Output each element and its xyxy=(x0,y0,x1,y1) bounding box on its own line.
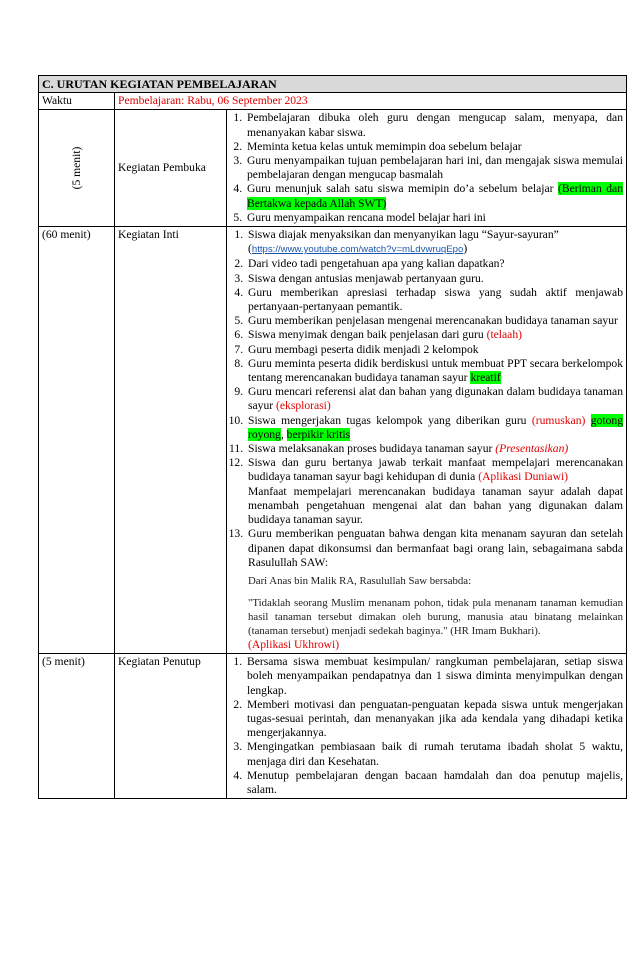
lesson-plan-document xyxy=(38,75,626,799)
inti-step-8 xyxy=(246,357,623,385)
inti-step-10-text: Siswa mengerjakan tugas kelompok yang diberikan guru xyxy=(248,413,532,427)
section-title: C. URUTAN KEGIATAN PEMBELAJARAN xyxy=(39,76,627,93)
pembuka-steps xyxy=(227,110,627,227)
activity-table xyxy=(38,75,627,799)
inti-step-9-text: Guru mencari referensi alat dan bahan yang digunakan dalam budidaya tanaman sayur xyxy=(248,385,623,413)
link-open-paren: ( xyxy=(248,242,252,256)
penutup-step-4: 4. Menutup pembelajaran dengan bacaan hamdalah dan doa penutup majelis, salam. xyxy=(245,769,623,797)
waktu-label: Waktu xyxy=(39,93,115,110)
inti-step-2: 2. Dari video tadi pengetahuan apa yang kalian dapatkan? xyxy=(246,257,623,271)
inti-name: Kegiatan Inti xyxy=(115,227,227,654)
inti-step-5: 5. Guru memberikan penjelasan mengenai merencanakan budidaya tanaman sayur xyxy=(246,314,623,328)
pembuka-row xyxy=(39,110,627,227)
pembuka-step-3: 3. Guru menyampaikan tujuan pembelajaran hari ini, dan mengajak siswa memulai pembelajaran dengan mengucap basmalah xyxy=(245,154,623,182)
inti-step-3: 3. Siswa dengan antusias menjawab pertanyaan guru. xyxy=(246,272,623,286)
pembuka-step-2: 2. Meminta ketua kelas untuk memimpin doa sebelum belajar xyxy=(245,140,623,154)
inti-step-7: 7. Guru membagi peserta didik menjadi 2 kelompok xyxy=(246,343,623,357)
pembuka-time: (5 menit) xyxy=(69,146,83,190)
inti-step-12-text: Siswa dan guru bertanya jawab terkait manfaat mempelajari merencanakan budidaya tanaman sayur bagi kehidupan di dunia xyxy=(248,456,623,484)
inti-step-12-tag: (Aplikasi Duniawi) xyxy=(478,470,569,484)
inti-step-6-text: Siswa menyimak dengan baik penjelasan dari guru xyxy=(248,328,487,342)
lesson-date: Pembelajaran: Rabu, 06 September 2023 xyxy=(115,93,627,110)
pembuka-step-4-text: Guru menunjuk salah satu siswa memipin do’a sebelum belajar xyxy=(247,182,558,196)
pembuka-step-1: 1. Pembelajaran dibuka oleh guru dengan mengucap salam, menyapa, dan menanyakan kabar siswa. xyxy=(245,111,623,139)
inti-step-10 xyxy=(246,414,623,442)
inti-step-12-paragraph: Manfaat mempelajari merencanakan budidaya tanaman sayur adalah dapat menambah pengetahuan mengenai alat dan bahan yang digunakan dalam budidaya tanaman sayur. xyxy=(248,484,623,527)
inti-step-12 xyxy=(246,456,623,527)
hadith-quote: "Tidaklah seorang Muslim menanam pohon, tidak pula menanam tanaman kemudian hasil tanaman tersebut dimakan oleh burung, manusia atau binatang melainkan (tanaman tersebut) menjadi sedekah baginya." (HR Imam Bukhari). xyxy=(248,596,623,637)
pembuka-step-4-highlight: (Beriman dan Bertakwa kepada Allah SWT) xyxy=(247,182,623,210)
hadith-intro: Dari Anas bin Malik RA, Rasulullah Saw bersabda: xyxy=(248,574,472,587)
inti-step-13 xyxy=(246,527,623,652)
inti-step-1-text: Siswa diajak menyaksikan dan menyanyikan lagu “Sayur-sayuran” xyxy=(248,228,559,242)
link-close-paren: ) xyxy=(463,242,468,256)
pembuka-time-cell xyxy=(39,110,115,227)
penutup-time: (5 menit) xyxy=(39,654,115,799)
waktu-row xyxy=(39,93,627,110)
inti-step-10-tag: (rumuskan) xyxy=(531,413,586,427)
pembuka-step-4 xyxy=(245,182,623,210)
youtube-link[interactable]: https://www.youtube.com/watch?v=mLdvwruqEpo xyxy=(251,244,464,256)
inti-step-13-tag: (Aplikasi Ukhrowi) xyxy=(248,637,340,651)
penutup-name: Kegiatan Penutup xyxy=(115,654,227,799)
inti-step-10-highlight-2: berpikir kritis xyxy=(286,427,351,441)
inti-row xyxy=(39,227,627,654)
inti-steps xyxy=(227,227,627,654)
inti-step-9 xyxy=(246,385,623,413)
penutup-steps xyxy=(227,654,627,799)
inti-step-8-text: Guru meminta peserta didik berdiskusi untuk membuat PPT secara berkelompok tentang merencanakan budidaya tanaman sayur xyxy=(248,356,623,385)
inti-step-13-text: Guru memberikan penguatan bahwa dengan kita menanam sayuran dan setelah dipanen dapat dikonsumsi dan bermanfaat bagi orang lain, sebagaimana sabda Rasulullah SAW: xyxy=(248,527,623,569)
inti-step-10-highlight-1: gotong royong xyxy=(248,413,623,441)
inti-step-6 xyxy=(246,328,623,342)
pembuka-step-5: 5. Guru menyampaikan rencana model belajar hari ini xyxy=(245,211,623,225)
inti-step-4: 4. Guru memberikan apresiasi terhadap siswa yang sudah aktif menjawab pertanyaan-pertanyaan pemantik. xyxy=(246,286,623,314)
pembuka-name: Kegiatan Pembuka xyxy=(115,110,227,227)
penutup-step-3: 3. Mengingatkan pembiasaan baik di rumah terutama ibadah sholat 5 waktu, menjaga diri dan Kesehatan. xyxy=(245,740,623,768)
inti-time: (60 menit) xyxy=(39,227,115,654)
section-header-row xyxy=(39,76,627,93)
inti-step-9-tag: (eksplorasi) xyxy=(276,399,331,413)
inti-step-1 xyxy=(246,228,623,257)
penutup-step-1: 1. Bersama siswa membuat kesimpulan/ rangkuman pembelajaran, setiap siswa boleh menyampaikan pendapatnya dan 1 siswa diminta menyimpulkan dengan lengkap. xyxy=(245,655,623,698)
inti-step-11-tag: (Presentasikan) xyxy=(495,442,569,456)
penutup-step-2: 2. Memberi motivasi dan penguatan-penguatan kepada siswa untuk mengerjakan tugas-sesuai perintah, dan menanyakan jika ada kendala yang dihadapi ketika mengerjakannya. xyxy=(245,698,623,741)
penutup-row xyxy=(39,654,627,799)
inti-step-6-tag: (telaah) xyxy=(486,328,522,342)
inti-step-10-sep: , xyxy=(280,427,287,441)
inti-step-8-tag: kreatif xyxy=(470,371,501,385)
inti-step-11-text: Siswa melaksanakan proses budidaya tanaman sayur xyxy=(248,442,496,456)
inti-step-11 xyxy=(246,442,623,456)
